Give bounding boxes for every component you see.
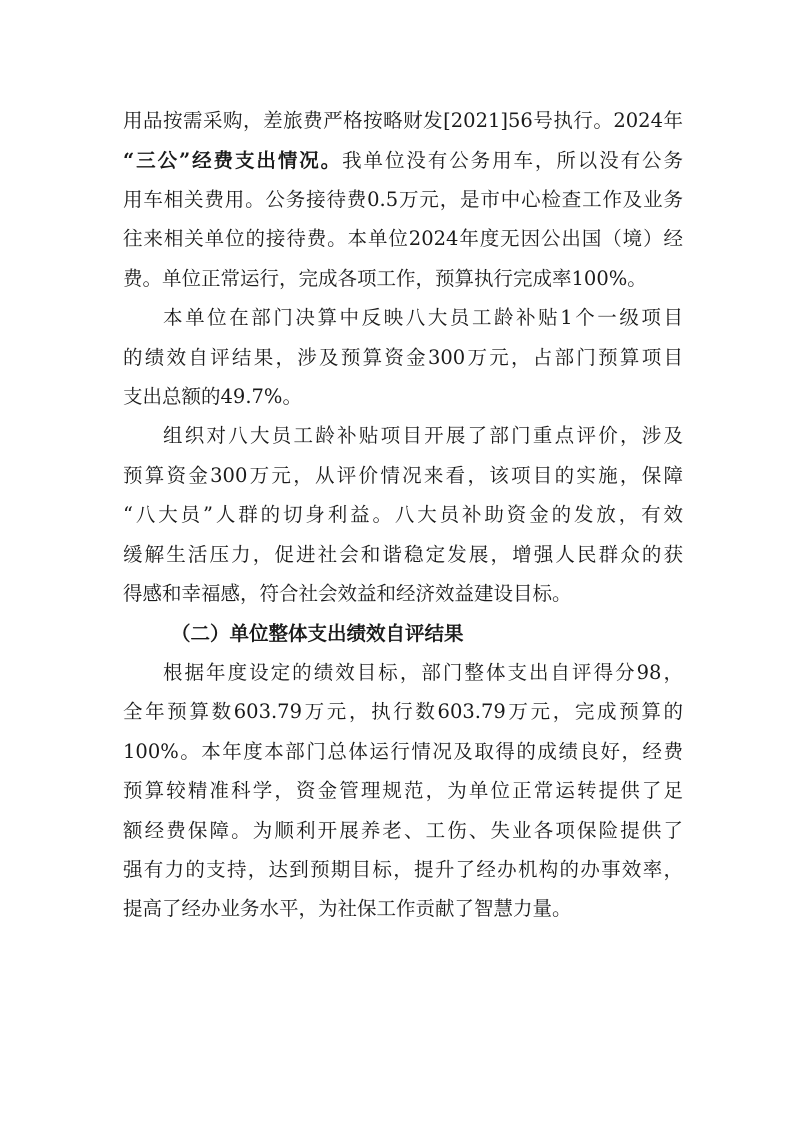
text-line: 组织对八大员工龄补贴项目开展了部门重点评价，涉及	[163, 424, 683, 447]
text-line: 预算资金300万元，从评价情况来看，该项目的实施，保障	[123, 464, 683, 487]
text-line: 往来相关单位的接待费。本单位2024年度无因公出国（境）经	[123, 227, 683, 250]
text-line: 支出总额的49.7%。	[123, 385, 302, 408]
text-line: 预算较精准科学，资金管理规范，为单位正常运转提供了足	[123, 779, 683, 802]
text-line: 本单位在部门决算中反映八大员工龄补贴1个一级项目	[163, 306, 683, 329]
text-line	[123, 147, 683, 175]
text-line: 全年预算数603.79万元，执行数603.79万元，完成预算的	[123, 700, 683, 723]
text-line: 根据年度设定的绩效目标，部门整体支出自评得分98，	[163, 661, 683, 684]
text-line: 得感和幸福感，符合社会效益和经济效益建设目标。	[123, 582, 572, 605]
text-line: 费。单位正常运行，完成各项工作，预算执行完成率100%。	[123, 267, 647, 290]
text-span: 我单位没有公务用车，所以没有公务	[342, 149, 683, 172]
text-line: 100%。本年度本部门总体运行情况及取得的成绩良好，经费	[123, 740, 683, 763]
text-line: 强有力的支持，达到预期目标，提升了经办机构的办事效率，	[123, 858, 683, 881]
bold-subheading: “三公”经费支出情况。	[123, 149, 343, 172]
text-line: 用品按需采购，差旅费严格按略财发[2021]56号执行。2024年	[123, 109, 683, 132]
text-line: 额经费保障。为顺利开展养老、工伤、失业各项保险提供了	[123, 819, 683, 842]
text-line: 用车相关费用。公务接待费0.5万元，是市中心检查工作及业务	[123, 188, 683, 211]
text-line: “八大员”人群的切身利益。八大员补助资金的发放，有效	[123, 503, 683, 526]
section-heading: （二）单位整体支出绩效自评结果	[171, 622, 464, 645]
text-line: 的绩效自评结果，涉及预算资金300万元，占部门预算项目	[123, 346, 683, 369]
text-line: 缓解生活压力，促进社会和谐稳定发展，增强人民群众的获	[123, 543, 683, 566]
text-line: 提高了经办业务水平，为社保工作贡献了智慧力量。	[123, 897, 572, 920]
